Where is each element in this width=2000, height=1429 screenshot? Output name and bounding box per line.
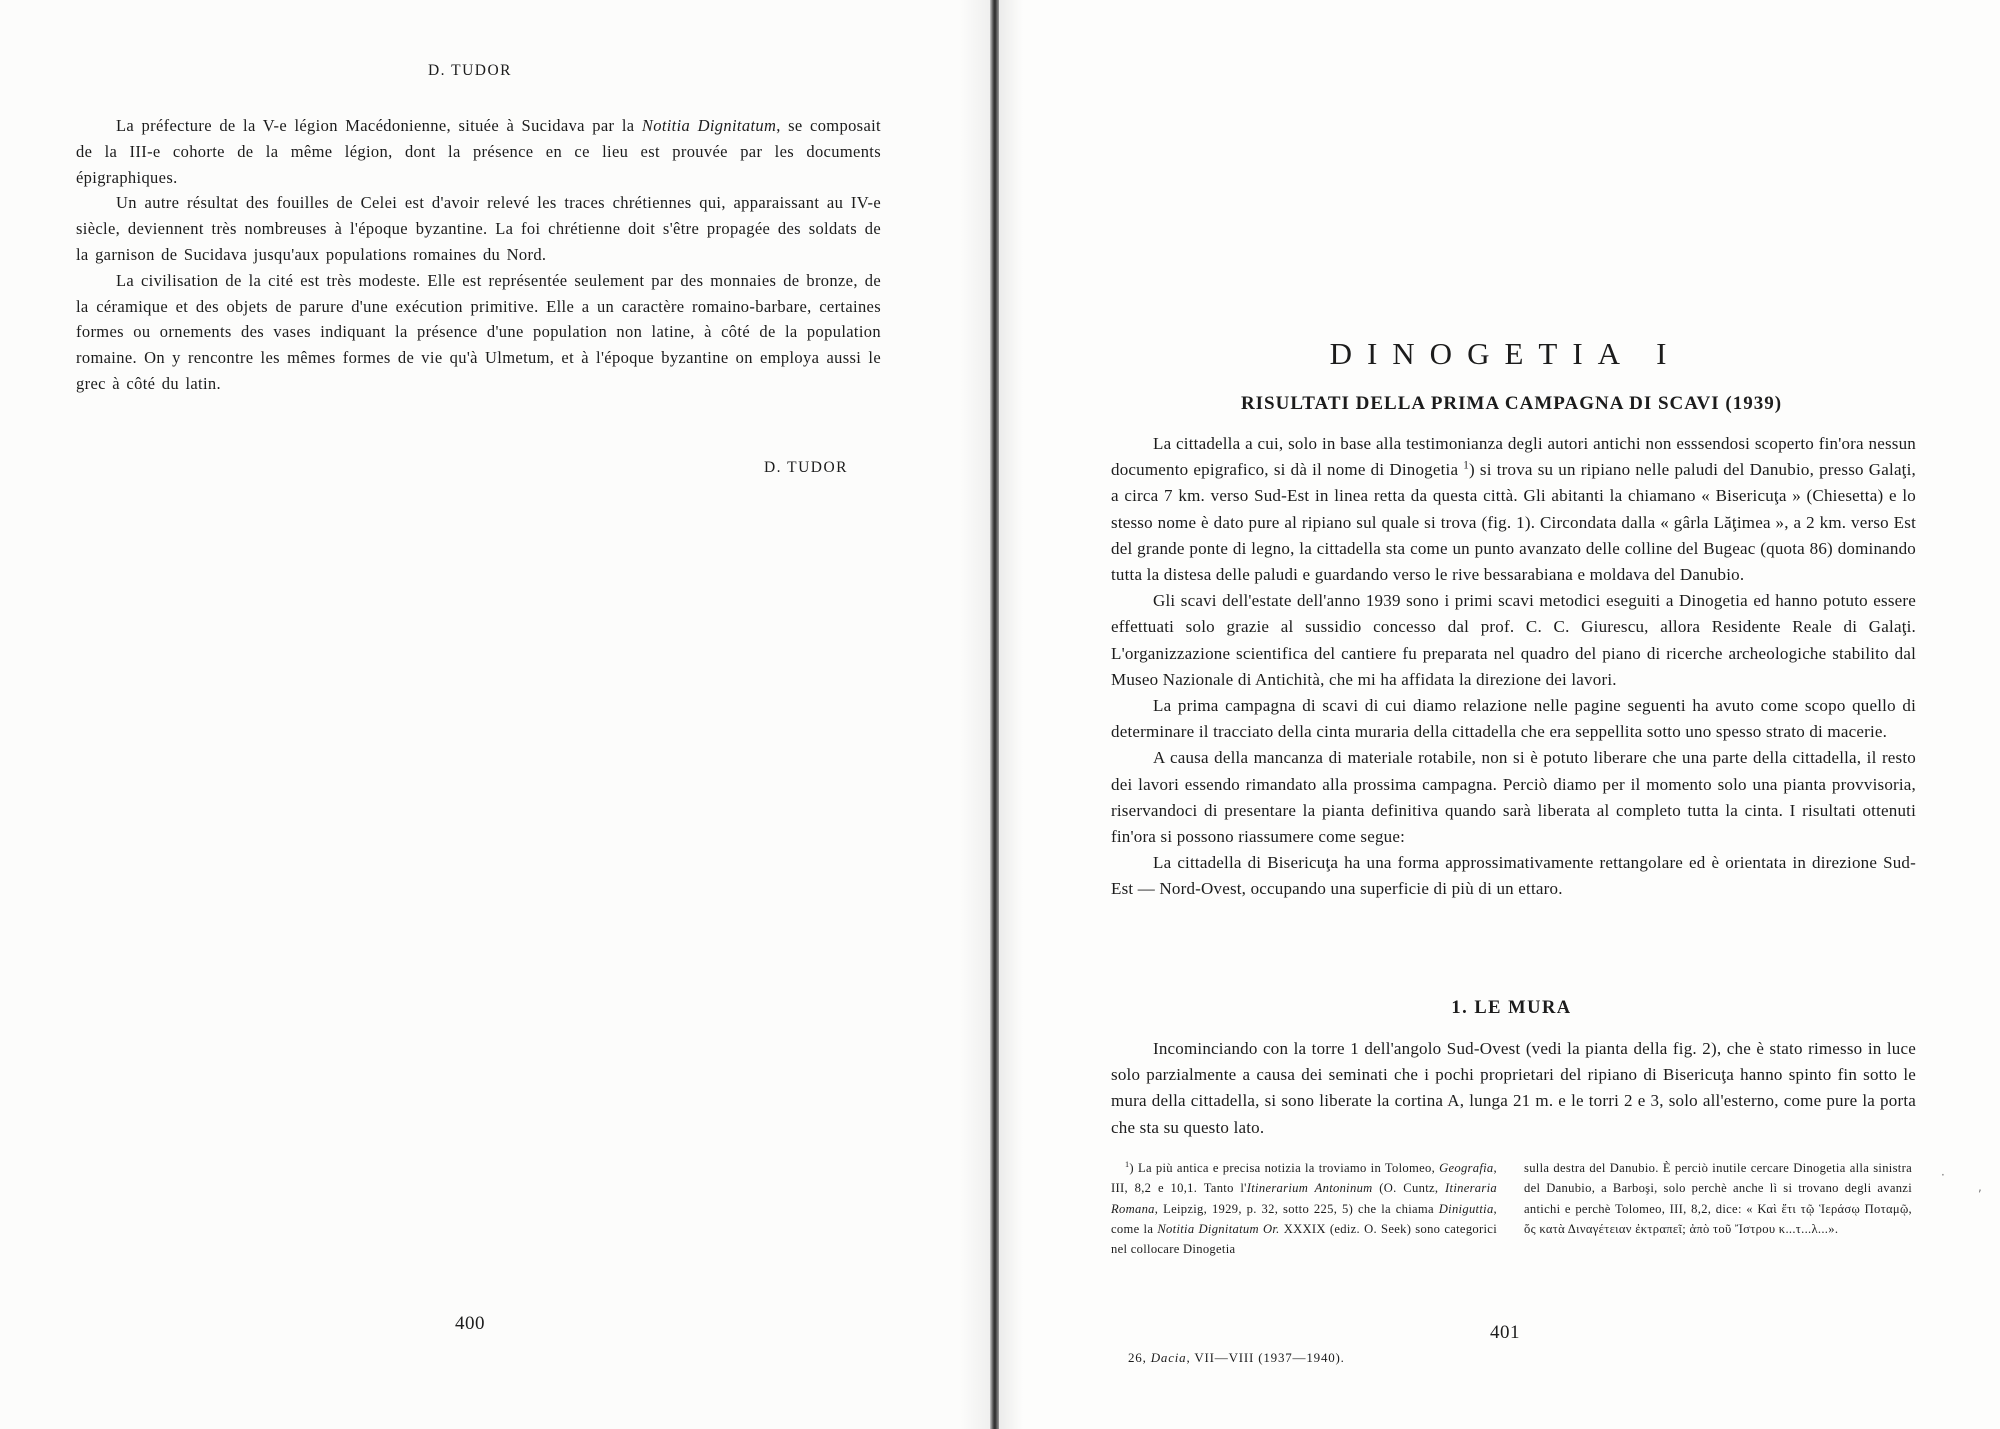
paragraph (76, 268, 881, 397)
left-body-text (76, 113, 881, 397)
text-run: , come la (1111, 1201, 1497, 1236)
text-run: Un autre résultat des fouilles de Celei est d'avoir relevé les traces chrétiennes qui, apparaissant au IV-e siècle, deviennent très nombreuses à l'époque byzantine. La foi chrétienne doit s'être propagée des soldats de la garnison de Sucidava jusqu'aux populations romaines du Nord. (76, 193, 881, 264)
text-run: La civilisation de la cité est très modeste. Elle est représentée seulement par des monnaies de bronze, de la céramique et des objets de parure d'une exécution primitive. Elle a un caractère romaino-barbare, certaines formes ou ornements des vases indiquant la présence d'une population non latine, à côté de la population romaine. On y rencontre les mêmes formes de vie qu'à Ulmetum, et à l'époque byzantine on employa aussi le grec à côté du latin. (76, 270, 881, 393)
italic-text: Notitia Dignitatum Or. (1157, 1221, 1280, 1236)
right-gutter-shadow (999, 0, 1023, 1429)
left-author-signature: D. TUDOR (763, 459, 848, 476)
text-run: sulla destra del Danubio. È perciò inutile cercare Dinogetia alla sinistra del Danubio, a Barboşi, solo perchè anche lì si trovano degli avanzi antichi e perchè Tolomeo, III, 8,2, dice: « Καὶ ἔτι τῷ Ἱεράσῳ Ποταμῷ, ὅς κατὰ Διναγέτειαν ἐκτραπεῖ; ἀπὸ τοῦ Ἴστρου κ...τ...λ...». (1524, 1161, 1912, 1236)
right-body-text (1111, 431, 1916, 903)
footnote-ref: 1 (1463, 459, 1469, 472)
paragraph (76, 190, 881, 267)
paragraph (1111, 745, 1916, 850)
text-run: 26, (1128, 1350, 1151, 1365)
book-gutter (990, 0, 999, 1429)
text-run: La cittadella di Bisericuţa ha una forma approssimativamente rettangolare ed è orientata in direzione Sud-Est — Nord-Ovest, occupando una superficie di più di un ettaro. (1111, 853, 1916, 899)
section-body-text (1111, 1036, 1916, 1141)
text-run: La préfecture de la V-e légion Macédonienne, située à Sucidava par la (116, 116, 642, 135)
text-run: , VII—VIII (1937—1940). (1186, 1350, 1345, 1365)
text-run: Incominciando con la torre 1 dell'angolo Sud-Ovest (vedi la pianta della fig. 2), che è stato rimesso in luce solo parzialmente a causa dei seminati che i pochi proprietari del ripiano di Bisericuţa hanno spinto fin sotto le mura della cittadella, si sono liberate la cortina A, lunga 21 m. e le torri 2 e 3, solo all'esterno, come pure la porta che sta su questo lato. (1111, 1039, 1916, 1137)
text-run: , se composait de la III-e cohorte de la même légion, dont la présence en ce lieu est prouvée par les documents épigraphiques. (76, 116, 881, 187)
paragraph (1111, 693, 1916, 745)
text-run: , Leipzig, 1929, p. 32, sotto 225, 5) che la chiama (1154, 1201, 1439, 1216)
paragraph (1111, 850, 1916, 902)
left-page-number: 400 (455, 1313, 485, 1334)
text-run: ) La più antica e precisa notizia la troviamo in Tolomeo, (1129, 1161, 1440, 1175)
paragraph (1111, 431, 1916, 588)
section-heading: 1. LE MURA (1451, 998, 1572, 1018)
scan-speck: · (1941, 1168, 1945, 1182)
text-run: Gli scavi dell'estate dell'anno 1939 sono i primi scavi metodici eseguiti a Dinogetia ed hanno potuto essere effettuati solo grazie al sussidio concesso dal prof. C. C. Giurescu, allora Residente Reale di Galaţi. L'organizzazione scientifica del cantiere fu preparata nel quadro del piano di ricerche archeologiche stabilito dal Museo Nazionale di Antichità, che mi ha affidata la direzione dei lavori. (1111, 591, 1916, 689)
text-run: La cittadella a cui, solo in base alla testimonianza degli autori antichi non esssendosi scoperto fin'ora nessun documento epigrafico, si dà il nome di Dinogetia (1111, 434, 1916, 480)
text-run: , III, 8,2 e 10,1. Tanto l' (1111, 1161, 1497, 1196)
footnote-column-right (1524, 1158, 1912, 1239)
paragraph (1111, 1158, 1497, 1259)
scan-speck: , (1978, 1180, 1982, 1194)
paragraph (1111, 588, 1916, 693)
paragraph (1524, 1158, 1912, 1239)
footnote-ref: 1 (1125, 1159, 1130, 1169)
text-run: ) si trova su un ripiano nelle paludi del Danubio, presso Galaţi, a circa 7 km. verso Sud-Est in linea retta da questa città. Gli abitanti la chiamano « Bisericuţa » (Chiesetta) e lo stesso nome è dato pure al ripiano sul quale si trova (fig. 1). Circondata dalla « gârla Lăţimea », a 2 km. verso Est del grande ponte di legno, la cittadella sta come un punto avanzato delle colline del Bugeac (quota 86) dominando tutta la distesa delle paludi e guardando verso le rive bessarabiana e moldava del Danubio. (1111, 460, 1916, 585)
italic-text: Itinerarium Antoninum (1246, 1181, 1373, 1196)
italic-text: Geografia (1439, 1161, 1494, 1175)
article-subtitle: RISULTATI DELLA PRIMA CAMPAGNA DI SCAVI (1939) (1240, 393, 1783, 414)
italic-text: Dacia (1150, 1350, 1187, 1365)
right-page-number: 401 (1490, 1322, 1520, 1343)
left-gutter-shadow (960, 0, 990, 1429)
paragraph (76, 113, 881, 190)
left-running-head: D. TUDOR (427, 62, 513, 79)
text-run: (O. Cuntz, (1372, 1181, 1446, 1196)
text-run: XXXIX (ediz. O. Seek) sono categorici nel collocare Dinogetia (1111, 1221, 1497, 1257)
paragraph (1111, 1036, 1916, 1141)
footnote-column-left (1111, 1158, 1497, 1259)
text-run: La prima campagna di scavi di cui diamo relazione nelle pagine seguenti ha avuto come scopo quello di determinare il tracciato della cinta muraria della cittadella che era seppellita sotto uno spesso strato di macerie. (1111, 696, 1916, 742)
italic-text: Notitia Dignitatum (641, 116, 777, 135)
italic-text: Diniguttia (1438, 1201, 1494, 1216)
article-title: DINOGETIA I (1329, 336, 1682, 371)
text-run: A causa della mancanza di materiale rotabile, non si è potuto liberare che una parte della cittadella, il resto dei lavori essendo rimandato alla prossima campagna. Perciò diamo per il momento solo una pianta provvisoria, riservandoci di presentare la pianta definitiva quando sarà liberata al completo tutta la cinta. I risultati ottenuti fin'ora si possono riassumere come segue: (1111, 748, 1916, 847)
italic-text: Itineraria Romana (1111, 1181, 1498, 1216)
journal-signature-line (1128, 1350, 1488, 1366)
